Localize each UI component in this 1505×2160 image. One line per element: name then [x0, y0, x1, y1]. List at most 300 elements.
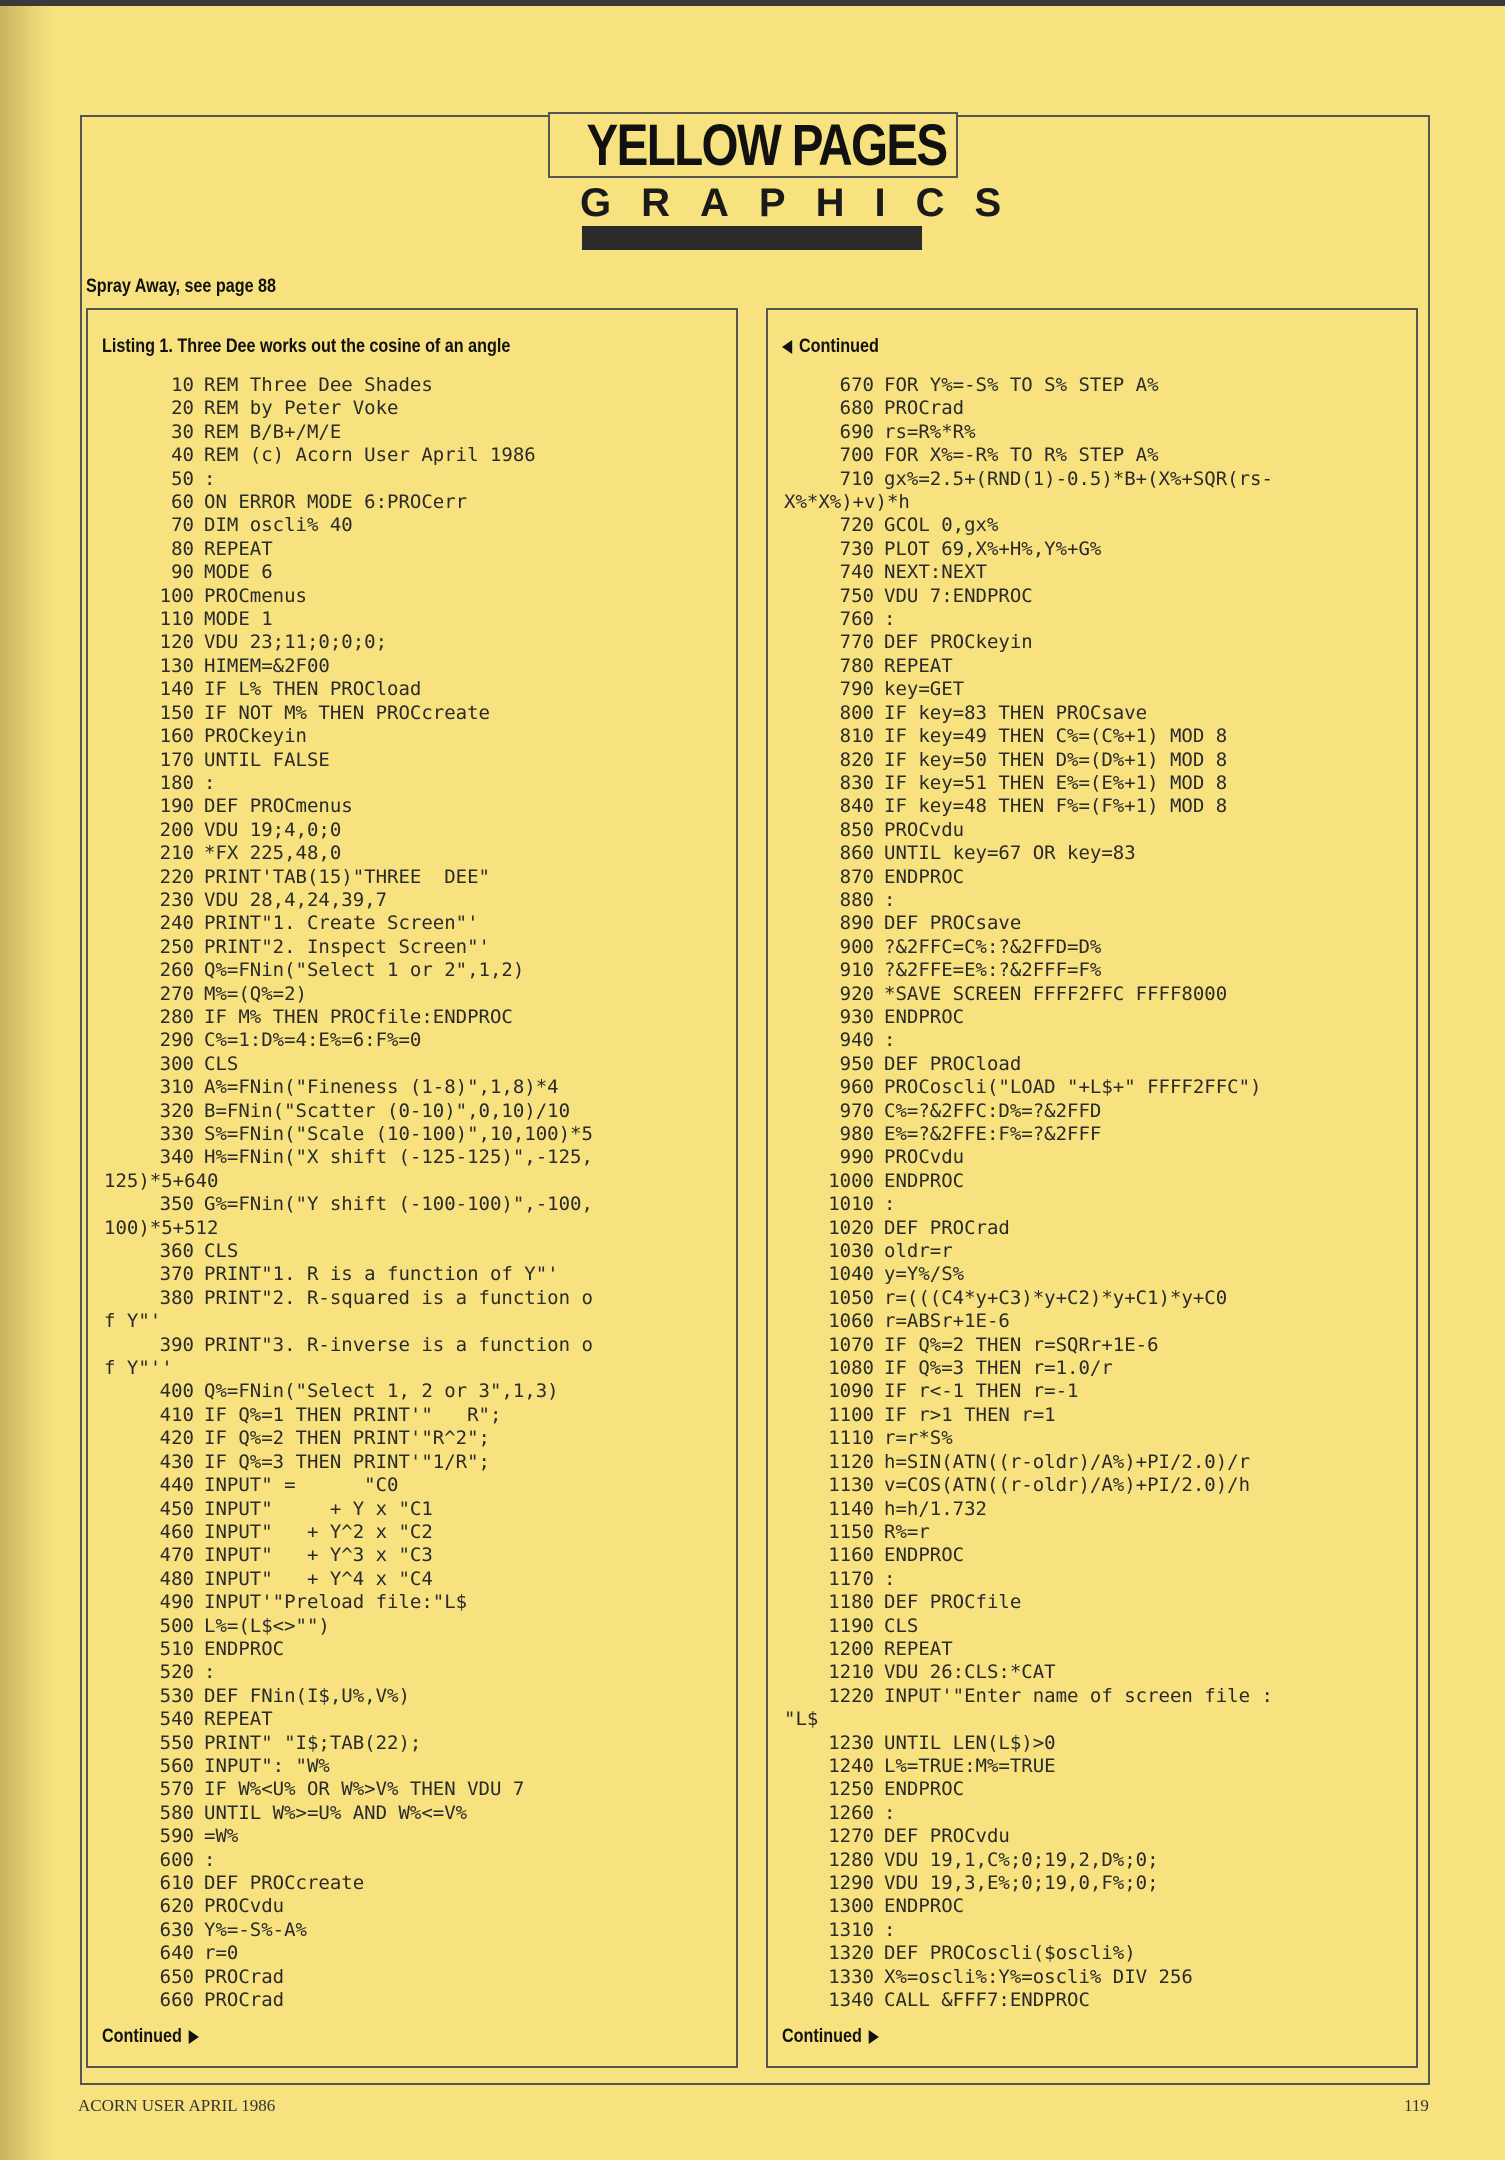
line-number: 940 [839, 1029, 874, 1052]
line-number: 1070 [828, 1333, 874, 1356]
line-code: HIMEM=&2F00 [204, 654, 330, 677]
line-number: 840 [839, 795, 874, 818]
line-number: 630 [159, 1918, 194, 1941]
code-line [768, 1919, 1418, 1942]
line-number: 1130 [828, 1474, 874, 1497]
line-number: 50 [171, 467, 194, 490]
line-code: VDU 28,4,24,39,7 [204, 888, 388, 911]
line-code: VDU 7:ENDPROC [884, 584, 1033, 607]
line-code: PROCvdu [204, 1895, 285, 1918]
line-number: 280 [159, 1005, 194, 1028]
line-code: S%=FNin("Scale (10-100)",10,100)*5 [204, 1123, 593, 1145]
code-line [88, 421, 738, 444]
line-number: 740 [839, 561, 874, 584]
code-line [88, 1615, 738, 1638]
code-line [88, 983, 738, 1006]
code-line [768, 1755, 1418, 1778]
code-line [88, 1591, 738, 1614]
line-number: 30 [171, 420, 194, 443]
code-line [88, 702, 738, 725]
line-code: : [884, 1193, 896, 1216]
code-line [88, 1100, 738, 1123]
line-code: REPEAT [884, 654, 953, 677]
line-code: ENDPROC [884, 1169, 965, 1192]
code-line [88, 374, 738, 397]
code-line [768, 1427, 1418, 1450]
line-number: 450 [159, 1497, 194, 1520]
code-line [88, 1802, 738, 1825]
code-line [768, 1474, 1418, 1497]
code-line [768, 1685, 1418, 1708]
line-number: 160 [159, 725, 194, 748]
line-number: 670 [839, 374, 874, 396]
line-code: IF W%<U% OR W%>V% THEN VDU 7 [204, 1778, 525, 1801]
line-number: 1190 [828, 1614, 874, 1637]
line-code: f Y"' [104, 1310, 162, 1333]
line-code: PROCoscli("LOAD "+L$+" FFFF2FFC") [884, 1076, 1262, 1099]
code-line [768, 514, 1418, 537]
line-number: 370 [159, 1263, 194, 1286]
code-line [88, 1661, 738, 1684]
line-number: 960 [839, 1076, 874, 1099]
code-line [768, 1615, 1418, 1638]
code-line [768, 1966, 1418, 1989]
line-number: 330 [159, 1123, 194, 1145]
code-line [768, 749, 1418, 772]
code-line [88, 1404, 738, 1427]
code-line [88, 1076, 738, 1099]
line-code: PRINT"3. R-inverse is a function o [204, 1333, 593, 1356]
line-code: NEXT:NEXT [884, 561, 987, 584]
line-number: 1340 [828, 1989, 874, 2012]
code-line [88, 514, 738, 537]
line-code: REM (c) Acorn User April 1986 [204, 444, 536, 467]
code-line [768, 1708, 1418, 1731]
line-code: L%=TRUE:M%=TRUE [884, 1754, 1056, 1777]
line-code: M%=(Q%=2) [204, 982, 307, 1005]
line-number: 180 [159, 771, 194, 794]
code-line [768, 608, 1418, 631]
line-number: 1250 [828, 1778, 874, 1801]
line-code: R%=r [884, 1520, 930, 1543]
line-number: 490 [159, 1591, 194, 1614]
line-number: 1040 [828, 1263, 874, 1286]
line-code: IF key=49 THEN C%=(C%+1) MOD 8 [884, 725, 1228, 748]
arrow-right-icon [189, 2030, 199, 2044]
line-code: : [884, 888, 896, 911]
line-number: 850 [839, 818, 874, 841]
line-code: v=COS(ATN((r-oldr)/A%)+PI/2.0)/h [884, 1474, 1251, 1497]
line-code: GCOL 0,gx% [884, 514, 999, 537]
line-number: 70 [171, 514, 194, 537]
code-line [768, 468, 1418, 491]
line-number: 1240 [828, 1754, 874, 1777]
code-line [768, 1404, 1418, 1427]
line-number: 710 [839, 467, 874, 490]
line-code: IF Q%=3 THEN r=1.0/r [884, 1357, 1113, 1380]
code-line [88, 1310, 738, 1333]
line-code: PRINT"1. Create Screen"' [204, 912, 479, 935]
line-number: 310 [159, 1076, 194, 1099]
code-line [88, 1053, 738, 1076]
line-code: PROCmenus [204, 584, 307, 607]
line-number: 1310 [828, 1918, 874, 1941]
line-number: 580 [159, 1801, 194, 1824]
line-number: 500 [159, 1614, 194, 1637]
line-code: PROCvdu [884, 1146, 965, 1169]
line-number: 60 [171, 491, 194, 514]
line-number: 1050 [828, 1286, 874, 1309]
line-code: UNTIL W%>=U% AND W%<=V% [204, 1801, 468, 1824]
line-number: 980 [839, 1123, 874, 1145]
line-code: ENDPROC [884, 1895, 965, 1918]
line-code: : [204, 467, 216, 490]
code-line [88, 912, 738, 935]
line-number: 780 [839, 654, 874, 677]
line-number: 220 [159, 865, 194, 888]
code-line [88, 655, 738, 678]
line-number: 1020 [828, 1216, 874, 1239]
line-number: 380 [159, 1286, 194, 1309]
code-line [768, 678, 1418, 701]
code-line [768, 795, 1418, 818]
code-line [88, 1217, 738, 1240]
line-number: 550 [159, 1731, 194, 1754]
line-number: 910 [839, 959, 874, 982]
line-number: 950 [839, 1052, 874, 1075]
line-number: 560 [159, 1754, 194, 1777]
line-number: 1260 [828, 1801, 874, 1824]
code-listing-right [768, 374, 1418, 2012]
line-code: FOR Y%=-S% TO S% STEP A% [884, 374, 1159, 396]
line-number: 1120 [828, 1450, 874, 1473]
line-number: 730 [839, 537, 874, 560]
line-code: : [204, 771, 216, 794]
line-number: 360 [159, 1240, 194, 1263]
line-number: 810 [839, 725, 874, 748]
line-code: h=h/1.732 [884, 1497, 987, 1520]
line-number: 970 [839, 1099, 874, 1122]
line-code: : [204, 1661, 216, 1684]
line-code: REPEAT [204, 1708, 273, 1731]
line-code: REPEAT [204, 537, 273, 560]
line-code: IF Q%=1 THEN PRINT'" R"; [204, 1403, 502, 1426]
code-line [768, 866, 1418, 889]
line-number: 270 [159, 982, 194, 1005]
code-line [768, 725, 1418, 748]
line-code: CALL &FFF7:ENDPROC [884, 1989, 1090, 2012]
code-line [768, 1170, 1418, 1193]
code-line [88, 397, 738, 420]
code-line [768, 1591, 1418, 1614]
line-code: DEF PROCload [884, 1052, 1022, 1075]
code-line [768, 889, 1418, 912]
line-code: INPUT'"Enter name of screen file : [884, 1684, 1273, 1707]
code-line [768, 1498, 1418, 1521]
line-number: 870 [839, 865, 874, 888]
code-line [88, 772, 738, 795]
line-code: X%*X%)+v)*h [784, 491, 910, 514]
line-code: UNTIL LEN(L$)>0 [884, 1731, 1056, 1754]
line-number: 1220 [828, 1684, 874, 1707]
code-line [768, 1895, 1418, 1918]
code-line [768, 374, 1418, 397]
code-line [768, 1451, 1418, 1474]
code-line [88, 889, 738, 912]
line-code: INPUT" + Y^2 x "C2 [204, 1520, 433, 1543]
line-number: 510 [159, 1637, 194, 1660]
line-code: REM by Peter Voke [204, 397, 399, 420]
code-line [768, 1544, 1418, 1567]
line-code: DEF PROCcreate [204, 1872, 365, 1894]
line-code: r=r*S% [884, 1427, 953, 1450]
line-number: 790 [839, 678, 874, 701]
code-line [88, 468, 738, 491]
line-number: 340 [159, 1146, 194, 1169]
code-line [768, 1942, 1418, 1965]
line-code: PRINT" "I$;TAB(22); [204, 1731, 422, 1754]
line-code: PRINT'TAB(15)"THREE DEE" [204, 865, 490, 888]
line-number: 700 [839, 444, 874, 467]
code-line [768, 1123, 1418, 1146]
line-code: PROCkeyin [204, 725, 307, 748]
code-line [88, 1755, 738, 1778]
line-number: 130 [159, 654, 194, 677]
line-number: 400 [159, 1380, 194, 1403]
line-number: 830 [839, 771, 874, 794]
line-code: REPEAT [884, 1637, 953, 1660]
line-number: 610 [159, 1872, 194, 1894]
line-code: PRINT"2. R-squared is a function o [204, 1286, 593, 1309]
code-line [768, 1053, 1418, 1076]
line-number: 690 [839, 420, 874, 443]
line-code: DEF PROCmenus [204, 795, 353, 818]
line-number: 660 [159, 1989, 194, 2012]
listing-heading: Listing 1. Three Dee works out the cosine of an angle [102, 336, 511, 357]
line-number: 920 [839, 982, 874, 1005]
line-number: 10 [171, 374, 194, 396]
line-number: 930 [839, 1005, 874, 1028]
line-code: C%=1:D%=4:E%=6:F%=0 [204, 1029, 422, 1052]
line-code: : [884, 1029, 896, 1052]
line-number: 1100 [828, 1403, 874, 1426]
line-code: IF L% THEN PROCload [204, 678, 422, 701]
line-number: 750 [839, 584, 874, 607]
code-line [768, 1287, 1418, 1310]
code-line [88, 866, 738, 889]
code-line [768, 631, 1418, 654]
code-line [88, 936, 738, 959]
line-code: 100)*5+512 [104, 1216, 219, 1239]
line-code: CLS [884, 1614, 919, 1637]
subhead: Spray Away, see page 88 [86, 276, 277, 297]
line-code: REM B/B+/M/E [204, 420, 342, 443]
line-number: 350 [159, 1193, 194, 1216]
code-line [88, 842, 738, 865]
code-line [88, 1193, 738, 1216]
line-code: UNTIL key=67 OR key=83 [884, 842, 1136, 865]
line-code: MODE 1 [204, 608, 273, 631]
code-line [88, 1498, 738, 1521]
line-code: IF Q%=2 THEN PRINT'"R^2"; [204, 1427, 490, 1450]
section-title: GRAPHICS [580, 181, 1032, 225]
line-code: PROCvdu [884, 818, 965, 841]
line-number: 150 [159, 701, 194, 724]
line-number: 80 [171, 537, 194, 560]
line-code: B=FNin("Scatter (0-10)",0,10)/10 [204, 1099, 571, 1122]
line-number: 570 [159, 1778, 194, 1801]
line-code: INPUT": "W% [204, 1754, 330, 1777]
line-number: 110 [159, 608, 194, 631]
line-number: 880 [839, 888, 874, 911]
continued-heading [782, 336, 879, 358]
code-line [88, 1170, 738, 1193]
line-number: 760 [839, 608, 874, 631]
continued-label: Continued [799, 336, 879, 357]
line-number: 530 [159, 1684, 194, 1707]
code-line [88, 1708, 738, 1731]
line-number: 800 [839, 701, 874, 724]
line-code: E%=?&2FFE:F%=?&2FFF [884, 1123, 1102, 1145]
line-number: 320 [159, 1099, 194, 1122]
code-line [88, 1240, 738, 1263]
line-code: INPUT'"Preload file:"L$ [204, 1591, 468, 1614]
line-code: "L$ [784, 1708, 819, 1731]
line-number: 190 [159, 795, 194, 818]
code-line [88, 1334, 738, 1357]
line-number: 470 [159, 1544, 194, 1567]
line-number: 430 [159, 1450, 194, 1473]
code-line [88, 631, 738, 654]
line-code: h=SIN(ATN((r-oldr)/A%)+PI/2.0)/r [884, 1450, 1251, 1473]
line-code: DEF PROCoscli($oscli%) [884, 1942, 1136, 1965]
line-number: 480 [159, 1567, 194, 1590]
line-number: 680 [839, 397, 874, 420]
line-number: 1080 [828, 1357, 874, 1380]
line-number: 1140 [828, 1497, 874, 1520]
line-code: Q%=FNin("Select 1 or 2",1,2) [204, 959, 525, 982]
code-line [88, 795, 738, 818]
code-line [768, 1638, 1418, 1661]
line-number: 590 [159, 1825, 194, 1848]
code-line [88, 1521, 738, 1544]
code-line [88, 1474, 738, 1497]
code-line [768, 585, 1418, 608]
line-code: CLS [204, 1240, 239, 1263]
code-line [88, 1825, 738, 1848]
line-number: 240 [159, 912, 194, 935]
line-number: 620 [159, 1895, 194, 1918]
line-number: 290 [159, 1029, 194, 1052]
code-line [88, 1006, 738, 1029]
line-code: H%=FNin("X shift (-125-125)",-125, [204, 1146, 593, 1169]
code-line [768, 842, 1418, 865]
line-code: y=Y%/S% [884, 1263, 965, 1286]
code-line [768, 912, 1418, 935]
code-line [88, 1123, 738, 1146]
line-code: CLS [204, 1052, 239, 1075]
line-code: FOR X%=-R% TO R% STEP A% [884, 444, 1159, 467]
code-line [88, 491, 738, 514]
code-line [88, 749, 738, 772]
line-code: DEF FNin(I$,U%,V%) [204, 1684, 410, 1707]
code-line [88, 1778, 738, 1801]
line-code: INPUT" + Y^4 x "C4 [204, 1567, 433, 1590]
listing-box-left [86, 308, 738, 2068]
line-number: 120 [159, 631, 194, 654]
masthead-title: YELLOW PAGES [586, 113, 947, 178]
line-code: : [884, 1567, 896, 1590]
code-line [88, 1638, 738, 1661]
line-code: IF key=48 THEN F%=(F%+1) MOD 8 [884, 795, 1228, 818]
code-line [768, 1661, 1418, 1684]
line-code: VDU 19,1,C%;0;19,2,D%;0; [884, 1848, 1159, 1871]
line-number: 250 [159, 935, 194, 958]
line-code: PLOT 69,X%+H%,Y%+G% [884, 537, 1102, 560]
line-code: IF key=83 THEN PROCsave [884, 701, 1148, 724]
line-code: INPUT" + Y x "C1 [204, 1497, 433, 1520]
line-number: 90 [171, 561, 194, 584]
line-number: 40 [171, 444, 194, 467]
line-code: PROCrad [884, 397, 965, 420]
line-number: 20 [171, 397, 194, 420]
code-line [768, 1217, 1418, 1240]
line-code: G%=FNin("Y shift (-100-100)",-100, [204, 1193, 593, 1216]
code-line [768, 1732, 1418, 1755]
continued-label: Continued [782, 2026, 862, 2047]
line-code: IF Q%=2 THEN r=SQRr+1E-6 [884, 1333, 1159, 1356]
line-number: 300 [159, 1052, 194, 1075]
code-line [768, 1989, 1418, 2012]
code-line [88, 725, 738, 748]
page-footer-publication: ACORN USER APRIL 1986 [78, 2096, 276, 2115]
line-number: 650 [159, 1965, 194, 1988]
line-code: ?&2FFE=E%:?&2FFF=F% [884, 959, 1102, 982]
line-number: 640 [159, 1942, 194, 1965]
line-code: ENDPROC [204, 1637, 285, 1660]
line-code: X%=oscli%:Y%=oscli% DIV 256 [884, 1965, 1193, 1988]
line-number: 200 [159, 818, 194, 841]
code-line [768, 1263, 1418, 1286]
line-number: 890 [839, 912, 874, 935]
continued-footer-left [102, 2026, 199, 2048]
code-line [88, 1872, 738, 1895]
line-code: IF key=51 THEN E%=(E%+1) MOD 8 [884, 771, 1228, 794]
code-line [88, 678, 738, 701]
code-line [88, 1287, 738, 1310]
line-number: 1090 [828, 1380, 874, 1403]
code-line [88, 1966, 738, 1989]
line-number: 900 [839, 935, 874, 958]
line-code: DEF PROCfile [884, 1591, 1022, 1614]
line-code: DIM oscli% 40 [204, 514, 353, 537]
code-line [88, 444, 738, 467]
line-number: 410 [159, 1403, 194, 1426]
line-code: IF key=50 THEN D%=(D%+1) MOD 8 [884, 748, 1228, 771]
line-code: IF NOT M% THEN PROCcreate [204, 701, 490, 724]
code-line [88, 585, 738, 608]
line-number: 1010 [828, 1193, 874, 1216]
line-code: PRINT"2. Inspect Screen"' [204, 935, 490, 958]
line-code: DEF PROCvdu [884, 1825, 1010, 1848]
line-code: INPUT" + Y^3 x "C3 [204, 1544, 433, 1567]
code-line [88, 1849, 738, 1872]
code-line [768, 1357, 1418, 1380]
line-code: : [204, 1848, 216, 1871]
line-number: 1160 [828, 1544, 874, 1567]
continued-footer-right [782, 2026, 879, 2048]
line-number: 1000 [828, 1169, 874, 1192]
